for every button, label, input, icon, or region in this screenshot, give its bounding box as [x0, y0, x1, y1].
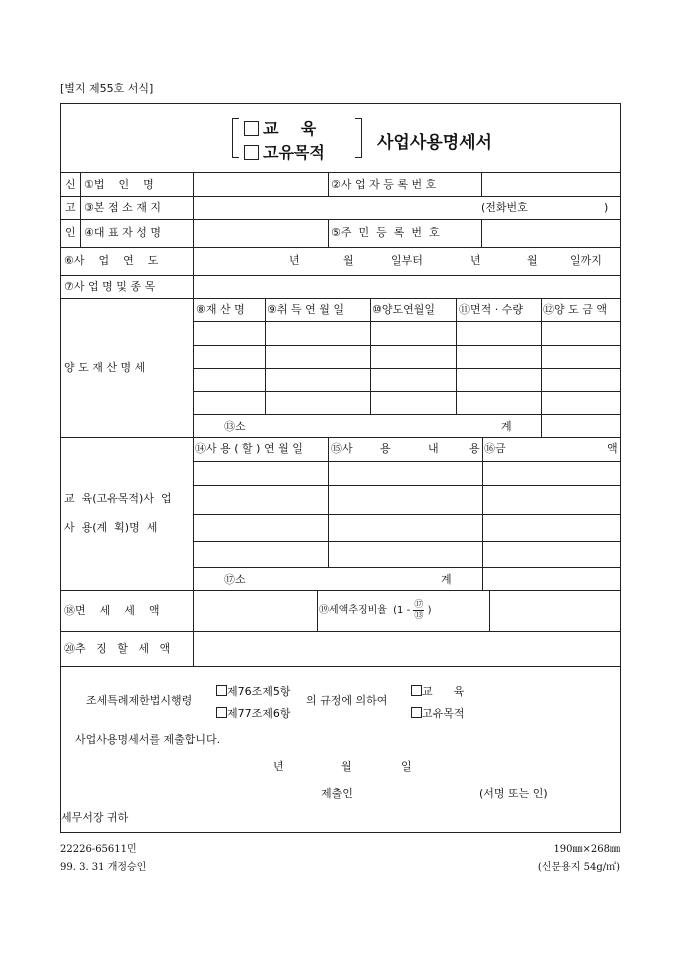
usage-section-label-1: 교 육(고유목적)사 업 — [64, 492, 172, 505]
applicant-group-char: 고 — [65, 201, 76, 214]
ratio-text: ⑲세액추징비율 — [319, 605, 387, 616]
decl-article2: 제77조제6항 — [216, 707, 291, 721]
usage-section-label-2: 사 용(계 획)명 세 — [64, 521, 158, 534]
ratio-field[interactable] — [491, 592, 618, 629]
rule — [265, 298, 266, 414]
footer-paper: (신문용지 54g/㎡) — [537, 862, 620, 873]
form-frame — [60, 103, 621, 833]
transfer-col-acquired: ⑨취 득 연 월 일 — [267, 303, 344, 316]
title-option-education: 교 육 — [244, 116, 316, 139]
ratio-numerator: ⑰ — [414, 599, 424, 610]
corp-name-field[interactable] — [195, 174, 326, 194]
usage-col-content-right: 용 — [469, 442, 480, 455]
decl-month: 월 — [341, 760, 352, 773]
biz-reg-no-field[interactable] — [483, 174, 618, 194]
ratio-denominator: ⑬ — [414, 610, 424, 621]
hq-address-field[interactable] — [195, 198, 475, 218]
tax-reduction-field[interactable] — [195, 592, 315, 629]
title-bracket-left — [232, 118, 239, 158]
title-bracket-right — [355, 118, 362, 158]
decl-purpose2: 고유목적 — [411, 707, 465, 721]
rule — [61, 219, 620, 220]
rule — [456, 298, 457, 414]
ratio-open: (1 - — [393, 605, 411, 616]
resident-no-field[interactable] — [483, 221, 618, 245]
checkbox-icon[interactable] — [411, 707, 422, 718]
decl-purpose1: 교 육 — [411, 685, 464, 699]
transfer-col-transferred: ⑩양도연월일 — [372, 303, 435, 316]
tax-collect-field[interactable] — [195, 633, 618, 664]
rule — [489, 590, 490, 631]
rule — [193, 541, 620, 542]
business-year-from: 일부터 — [391, 254, 423, 267]
footer-approval: 99. 3. 31 개정승인 — [60, 862, 147, 873]
usage-col-content-mid1: 용 — [380, 442, 391, 455]
rule — [61, 437, 620, 438]
business-year-m2: 월 — [527, 254, 538, 267]
rule — [193, 461, 620, 462]
rule — [328, 172, 329, 196]
rule — [481, 219, 482, 247]
biz-reg-no-label: ②사 업 자 등 록 번 호 — [331, 178, 437, 191]
usage-col-amount-right: 액 — [607, 442, 618, 455]
corp-name-label: ①법 인 명 — [84, 178, 154, 191]
checkbox-icon[interactable] — [411, 685, 422, 696]
business-year-to: 일까지 — [570, 254, 602, 267]
rule — [317, 590, 318, 631]
decl-by-rule: 의 규정에 의하여 — [306, 694, 388, 707]
business-type-field[interactable] — [195, 277, 618, 297]
business-year-label: ⑥사 업 연 도 — [64, 254, 159, 267]
phone-close: ) — [604, 201, 609, 214]
rule — [61, 631, 620, 632]
usage-col-amount-left: ⑯금 — [484, 442, 506, 455]
title-option-own-purpose: 고유목적 — [244, 140, 325, 163]
rule — [193, 321, 620, 322]
business-year-y2: 년 — [470, 254, 481, 267]
usage-subtotal-right: 계 — [441, 573, 452, 586]
usage-subtotal-left: ⑰소 — [224, 573, 246, 586]
transfer-subtotal-left: ⑬소 — [224, 420, 246, 433]
rule — [193, 172, 194, 666]
decl-article1: 제76조제5항 — [216, 685, 291, 699]
phone-label: (전화번호 — [481, 201, 528, 214]
page-title: 사업사용명세서 — [377, 133, 492, 153]
rule — [61, 666, 620, 667]
applicant-group-char: 신 — [65, 178, 76, 191]
rule — [193, 345, 620, 346]
business-type-label: ⑦사 업 명 및 종 목 — [64, 280, 156, 293]
rule — [328, 437, 329, 567]
hq-address-label: ③본 점 소 재 지 — [84, 201, 161, 214]
rule — [541, 298, 542, 437]
rule — [193, 514, 620, 515]
checkbox-icon[interactable] — [216, 685, 227, 696]
rule — [61, 275, 620, 276]
rep-name-field[interactable] — [195, 221, 326, 245]
transfer-section-label: 양 도 재 산 명 세 — [64, 361, 146, 374]
footer-code: 22226-65611민 — [60, 844, 137, 855]
decl-addressee: 세무서장 귀하 — [61, 811, 129, 824]
transfer-col-area: ⑪면적 · 수량 — [459, 303, 523, 316]
business-year-m1: 월 — [343, 254, 354, 267]
rule — [80, 172, 81, 247]
rule — [61, 590, 620, 591]
checkbox-icon — [244, 121, 259, 136]
tax-collect-label: ⑳추 징 할 세 액 — [64, 642, 171, 655]
resident-no-label: ⑤주 민 등 록 번 호 — [331, 226, 440, 239]
applicant-group-char: 인 — [65, 226, 76, 239]
checkbox-icon — [244, 145, 259, 160]
rule — [481, 172, 482, 196]
rule — [61, 196, 620, 197]
rule — [193, 567, 620, 568]
usage-col-content-left: ⑮사 — [331, 442, 353, 455]
decl-law: 조세특례제한법시행령 — [86, 694, 193, 707]
decl-sign: (서명 또는 인) — [479, 787, 548, 800]
rule — [193, 414, 620, 415]
rule — [193, 391, 620, 392]
form-number: [별지 제55호 서식] — [60, 82, 154, 95]
usage-col-date: ⑭사 용 ( 할 ) 연 월 일 — [195, 442, 303, 455]
transfer-col-asset: ⑧재 산 명 — [196, 303, 245, 316]
decl-submitter-field[interactable] — [361, 783, 471, 803]
rule — [61, 298, 620, 299]
rule — [61, 247, 620, 248]
rep-name-label: ④대 표 자 성 명 — [84, 226, 161, 239]
rule — [61, 172, 620, 173]
ratio-close: ) — [427, 605, 432, 616]
rule — [193, 368, 620, 369]
business-year-y1: 년 — [289, 254, 300, 267]
ratio-fraction — [413, 600, 424, 621]
usage-col-content-mid2: 내 — [428, 442, 439, 455]
phone-field[interactable] — [539, 198, 599, 218]
decl-year: 년 — [273, 760, 284, 773]
rule — [482, 437, 483, 590]
checkbox-icon[interactable] — [216, 707, 227, 718]
rule — [328, 219, 329, 247]
transfer-subtotal-right: 계 — [501, 420, 512, 433]
transfer-col-amount: ⑫양 도 금 액 — [543, 303, 607, 316]
decl-day: 일 — [401, 760, 412, 773]
footer-size: 190㎜×268㎜ — [553, 844, 620, 855]
tax-reduction-label: ⑱면 세 세 액 — [64, 604, 160, 617]
ratio-label — [319, 598, 432, 624]
decl-submitter: 제출인 — [321, 787, 353, 800]
rule — [193, 485, 620, 486]
rule — [370, 298, 371, 414]
decl-submit-text: 사업사용명세서를 제출합니다. — [75, 733, 221, 746]
